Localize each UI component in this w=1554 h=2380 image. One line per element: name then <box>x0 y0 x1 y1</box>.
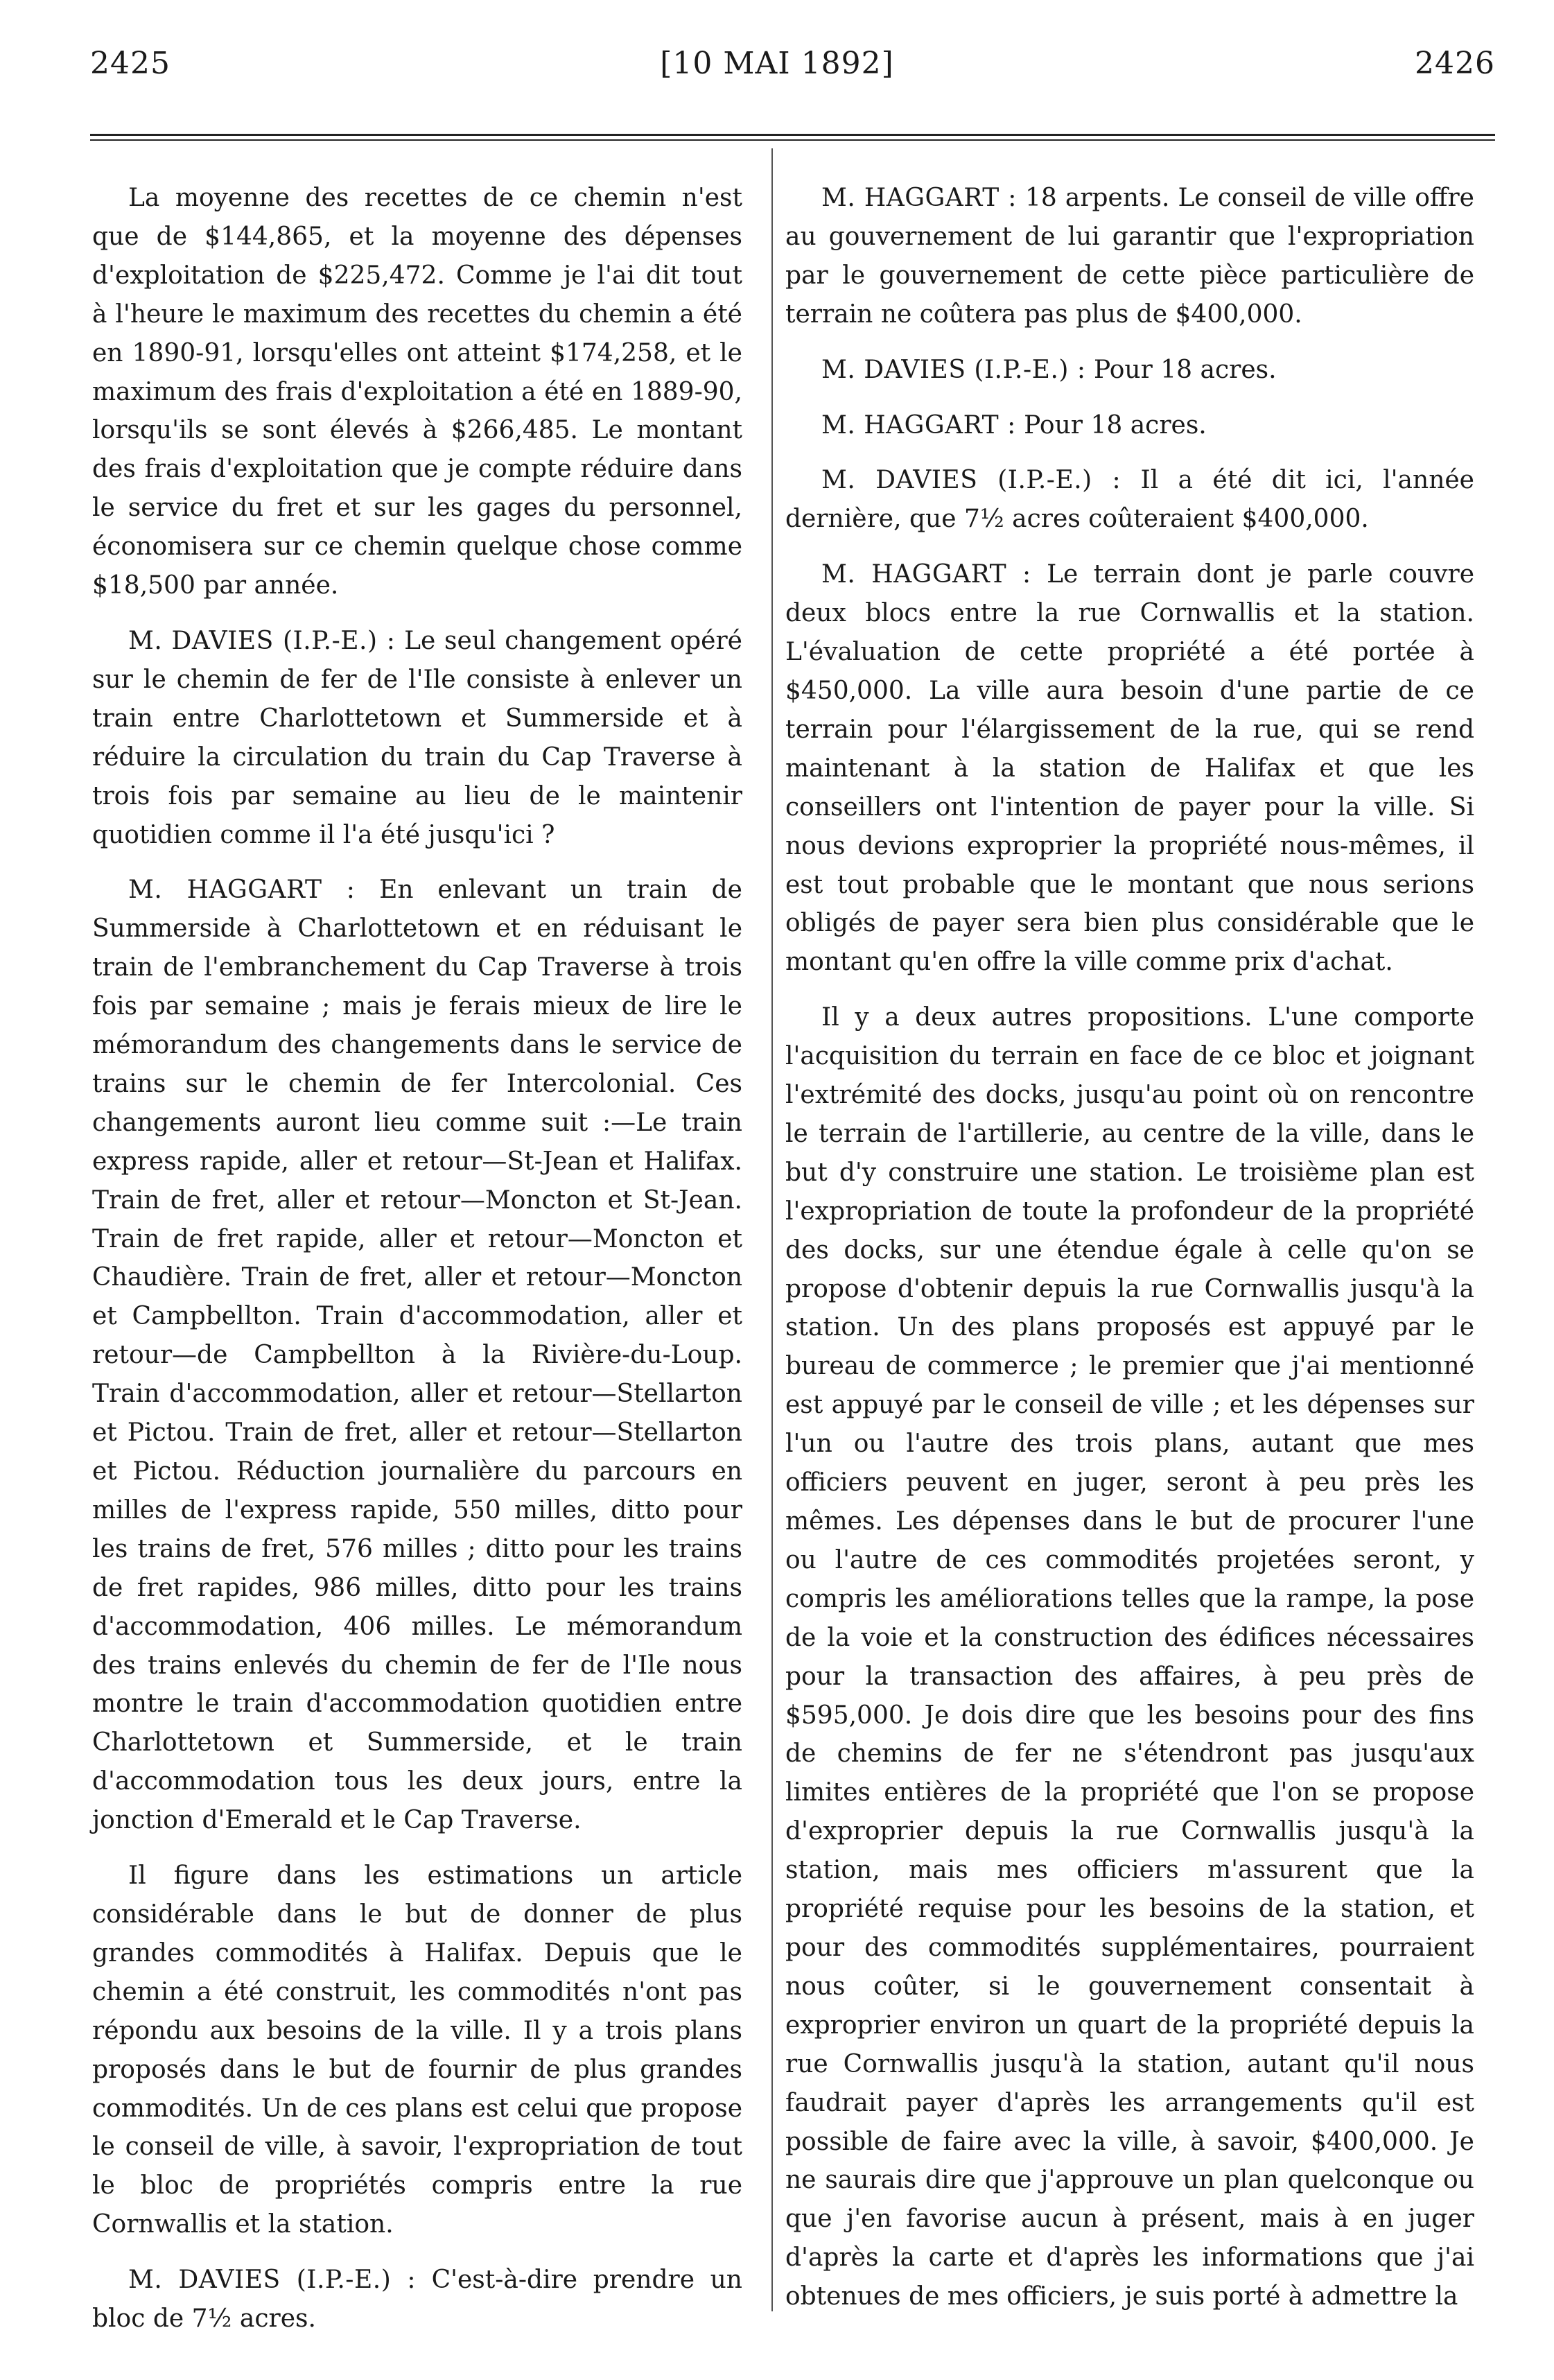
speaker-name: M. DAVIES (I.P.-E.) : <box>821 355 1086 384</box>
paragraph-text: Le seul changement opéré sur le chemin de fer de l'Ile consiste à enlever un train entre Charlottetown et Summerside et à réduire la circulation du train du Cap Traverse à trois fois par semaine au lieu de le maintenir quotidien comme il l'a été jusqu'ici ? <box>92 626 742 849</box>
paragraph <box>785 179 1474 334</box>
paragraph-text: Pour 18 acres. <box>1085 355 1277 384</box>
paragraph-text: Il figure dans les estimations un article considérable dans le but de donner de plus grandes commodités à Halifax. Depuis que le chemin a été construit, les commodités n'ont pas répondu aux besoins de la ville. Il y a trois plans proposés dans le but de fournir de plus grandes commodités. Un de ces plans est celui que propose le conseil de ville, à savoir, l'expropriation de tout le bloc de propriétés compris entre la rue Cornwallis et la station. <box>92 1861 742 2239</box>
paragraph-text: Il a été dit ici, l'année dernière, que 7½ acres coûteraient $400,000. <box>785 466 1474 534</box>
right-column <box>785 179 1474 2333</box>
page-number-left: 2425 <box>90 46 171 81</box>
paragraph-text: 18 arpents. Le conseil de ville offre au gouvernement de lui garantir que l'expropriation par le gouvernement de cette pièce particulière de terrain ne coûtera pas plus de $400,000. <box>785 184 1474 329</box>
header-rule-bottom <box>90 139 1495 141</box>
page-header <box>0 0 1554 97</box>
paragraph <box>92 2261 742 2338</box>
paragraph <box>92 1857 742 2244</box>
header-rule-top <box>90 134 1495 136</box>
left-column <box>92 179 742 2355</box>
paragraph <box>92 622 742 854</box>
paragraph-text: Pour 18 acres. <box>1015 410 1207 440</box>
speaker-name: M. DAVIES (I.P.-E.) : <box>128 626 396 655</box>
paragraph <box>92 871 742 1840</box>
paragraph <box>785 998 1474 2316</box>
speaker-name: M. HAGGART : <box>821 410 1016 440</box>
paragraph <box>92 179 742 605</box>
speaker-name: M. HAGGART : <box>128 876 356 905</box>
column-divider <box>771 148 773 2311</box>
page-number-right: 2426 <box>1415 46 1495 81</box>
speaker-name: M. HAGGART : <box>821 560 1031 589</box>
paragraph <box>785 461 1474 539</box>
paragraph-text: C'est-à-dire prendre un bloc de 7½ acres. <box>92 2266 742 2334</box>
page-date: [10 MAI 1892] <box>660 46 894 81</box>
paragraph-text: Le terrain dont je parle couvre deux blocs entre la rue Cornwallis et la station. L'évaluation de cette propriété a été portée à $450,000. La ville aura besoin d'une partie de ce terrain pour l'élargissement de la rue, qui se rend maintenant à la station de Halifax et que les conseillers ont l'intention de payer pour la ville. Si nous devions exproprier la propriété nous-mêmes, il est tout probable que le montant que nous serions obligés de payer sera bien plus considérable que le montant qu'en offre la ville comme prix d'achat. <box>785 560 1474 977</box>
paragraph-text: Il y a deux autres propositions. L'une comporte l'acquisition du terrain en face de ce bloc et joignant l'extrémité des docks, jusqu'au point où on rencontre le terrain de l'artillerie, au centre de la ville, dans le but d'y construire une station. Le troisième plan est l'expropriation de toute la profondeur de la propriété des docks, sur une étendue égale à celle qu'on se propose d'obtenir depuis la rue Cornwallis jusqu'à la station. Un des plans proposés est appuyé par le bureau de commerce ; le premier que j'ai mentionné est appuyé par le conseil de ville ; et les dépenses sur l'un ou l'autre des trois plans, autant que mes officiers peuvent en juger, seront à peu près les mêmes. Les dépenses dans le but de procurer l'une ou l'autre de ces commodités projetées seront, y compris les améliorations telles que la rampe, la pose de la voie et la construction des édifices nécessaires pour la transaction des affaires, à peu près de $595,000. Je dois dire que les besoins pour des fins de chemins de fer ne s'étendront pas jusqu'aux limites entières de la propriété que l'on se propose d'exproprier depuis la rue Cornwallis jusqu'à la station, mais mes officiers m'assurent que la propriété requise pour les besoins de la station, et pour des commodités supplémentaires, pourraient nous coûter, si le gouvernement consentait à exproprier environ un quart de la propriété depuis la rue Cornwallis jusqu'à la station, autant qu'il nous faudrait payer d'après les arrangements qu'il est possible de faire avec la ville, à savoir, $400,000. Je ne saurais dire que j'approuve un plan quelconque ou que j'en favorise aucun à présent, mais à en juger d'après la carte et d'après les informations que j'ai obtenues de mes officiers, je suis porté à admettre la <box>785 1003 1474 2311</box>
paragraph-text: En enlevant un train de Summerside à Charlottetown et en réduisant le train de l'embranchement du Cap Traverse à trois fois par semaine ; mais je ferais mieux de lire le mémorandum des changements dans le service de trains sur le chemin de fer Intercolonial. Ces changements auront lieu comme suit :—Le train express rapide, aller et retour—St-Jean et Halifax. Train de fret, aller et retour—Moncton et St-Jean. Train de fret rapide, aller et retour—Moncton et Chaudière. Train de fret, aller et retour—Moncton et Campbellton. Train d'accommodation, aller et retour—de Campbellton à la Rivière-du-Loup. Train d'accommodation, aller et retour—Stellarton et Pictou. Train de fret, aller et retour—Stellarton et Pictou. Réduction journalière du parcours en milles de l'express rapide, 550 milles, ditto pour les trains de fret, 576 milles ; ditto pour les trains de fret rapides, 986 milles, ditto pour les trains d'accommodation, 406 milles. Le mémorandum des trains enlevés du chemin de fer de l'Ile nous montre le train d'accommodation quotidien entre Charlottetown et Summerside, et le train d'accommodation tous les deux jours, entre la jonction d'Emerald et le Cap Traverse. <box>92 876 742 1835</box>
paragraph-text: La moyenne des recettes de ce chemin n'est que de $144,865, et la moyenne des dépenses d'exploitation de $225,472. Comme je l'ai dit tout à l'heure le maximum des recettes du chemin a été en 1890-91, lorsqu'elles ont atteint $174,258, et le maximum des frais d'exploitation a été en 1889-90, lorsqu'ils se sont élevés à $266,485. Le montant des frais d'exploitation que je compte réduire dans le service du fret et sur les gages du personnel, économisera sur ce chemin quelque chose comme $18,500 par année. <box>92 184 742 600</box>
paragraph <box>785 406 1474 445</box>
speaker-name: M. DAVIES (I.P.-E.) : <box>821 466 1121 495</box>
speaker-name: M. DAVIES (I.P.-E.) : <box>128 2266 416 2295</box>
paragraph <box>785 555 1474 982</box>
paragraph <box>785 351 1474 390</box>
speaker-name: M. HAGGART : <box>821 184 1017 212</box>
